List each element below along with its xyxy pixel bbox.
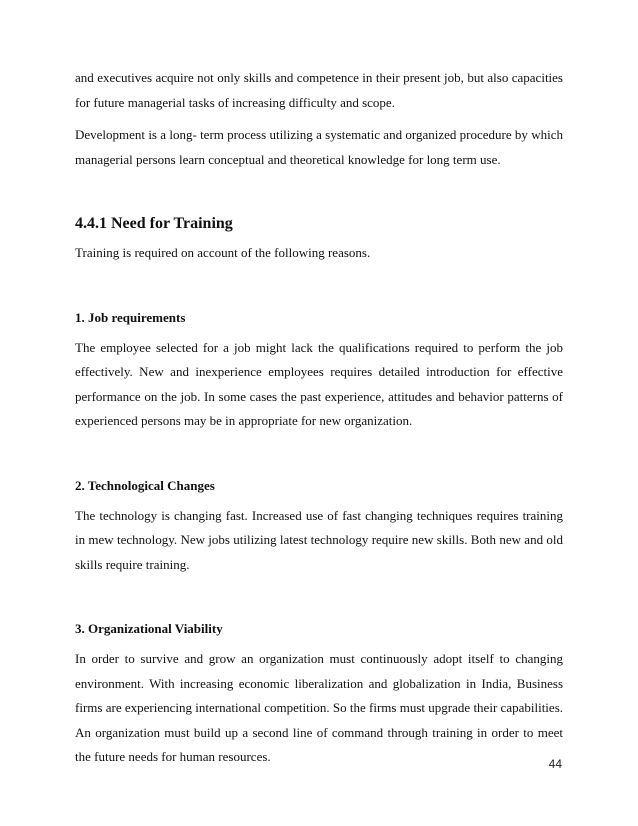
subsection-body-organizational-viability: In order to survive and grow an organization must continuously adopt itself to changing environment. With increasing economic liberalization and globalization in India, Business firms are experiencing international competition. So the firms must upgrade their capabilities. An organization must build up a second line of command through training in order to meet the future needs for human resources. — [75, 651, 563, 764]
subsection-title-technological-changes: 2. Technological Changes — [75, 477, 215, 493]
intro-paragraph-1: and executives acquire not only skills and competence in their present job, but also capacities for future managerial tasks of increasing difficulty and scope. — [75, 70, 563, 110]
document-page — [75, 66, 563, 770]
subsection-title-job-requirements: 1. Job requirements — [75, 309, 186, 325]
section-heading: 4.4.1 Need for Training — [75, 215, 233, 232]
subsection-title-organizational-viability: 3. Organizational Viability — [75, 621, 223, 636]
subsection-body-job-requirements: The employee selected for a job might lack the qualifications required to perform the job effectively. New and inexperience employees requires detailed introduction for effective performance on the job. In some cases the past experience, attitudes and behavior patterns of experienced persons may be in appropriate for new organization. — [75, 339, 563, 428]
page-number: 44 — [548, 757, 562, 771]
section-intro: Training is required on account of the following reasons. — [75, 245, 371, 260]
intro-paragraph-2: Development is a long- term process utilizing a systematic and organized procedure by which managerial persons learn conceptual and theoretical knowledge for long term use. — [75, 127, 563, 167]
subsection-body-technological-changes: The technology is changing fast. Increased use of fast changing techniques requires training in mew technology. New jobs utilizing latest technology require new skills. Both new and old skills require training. — [75, 507, 563, 572]
